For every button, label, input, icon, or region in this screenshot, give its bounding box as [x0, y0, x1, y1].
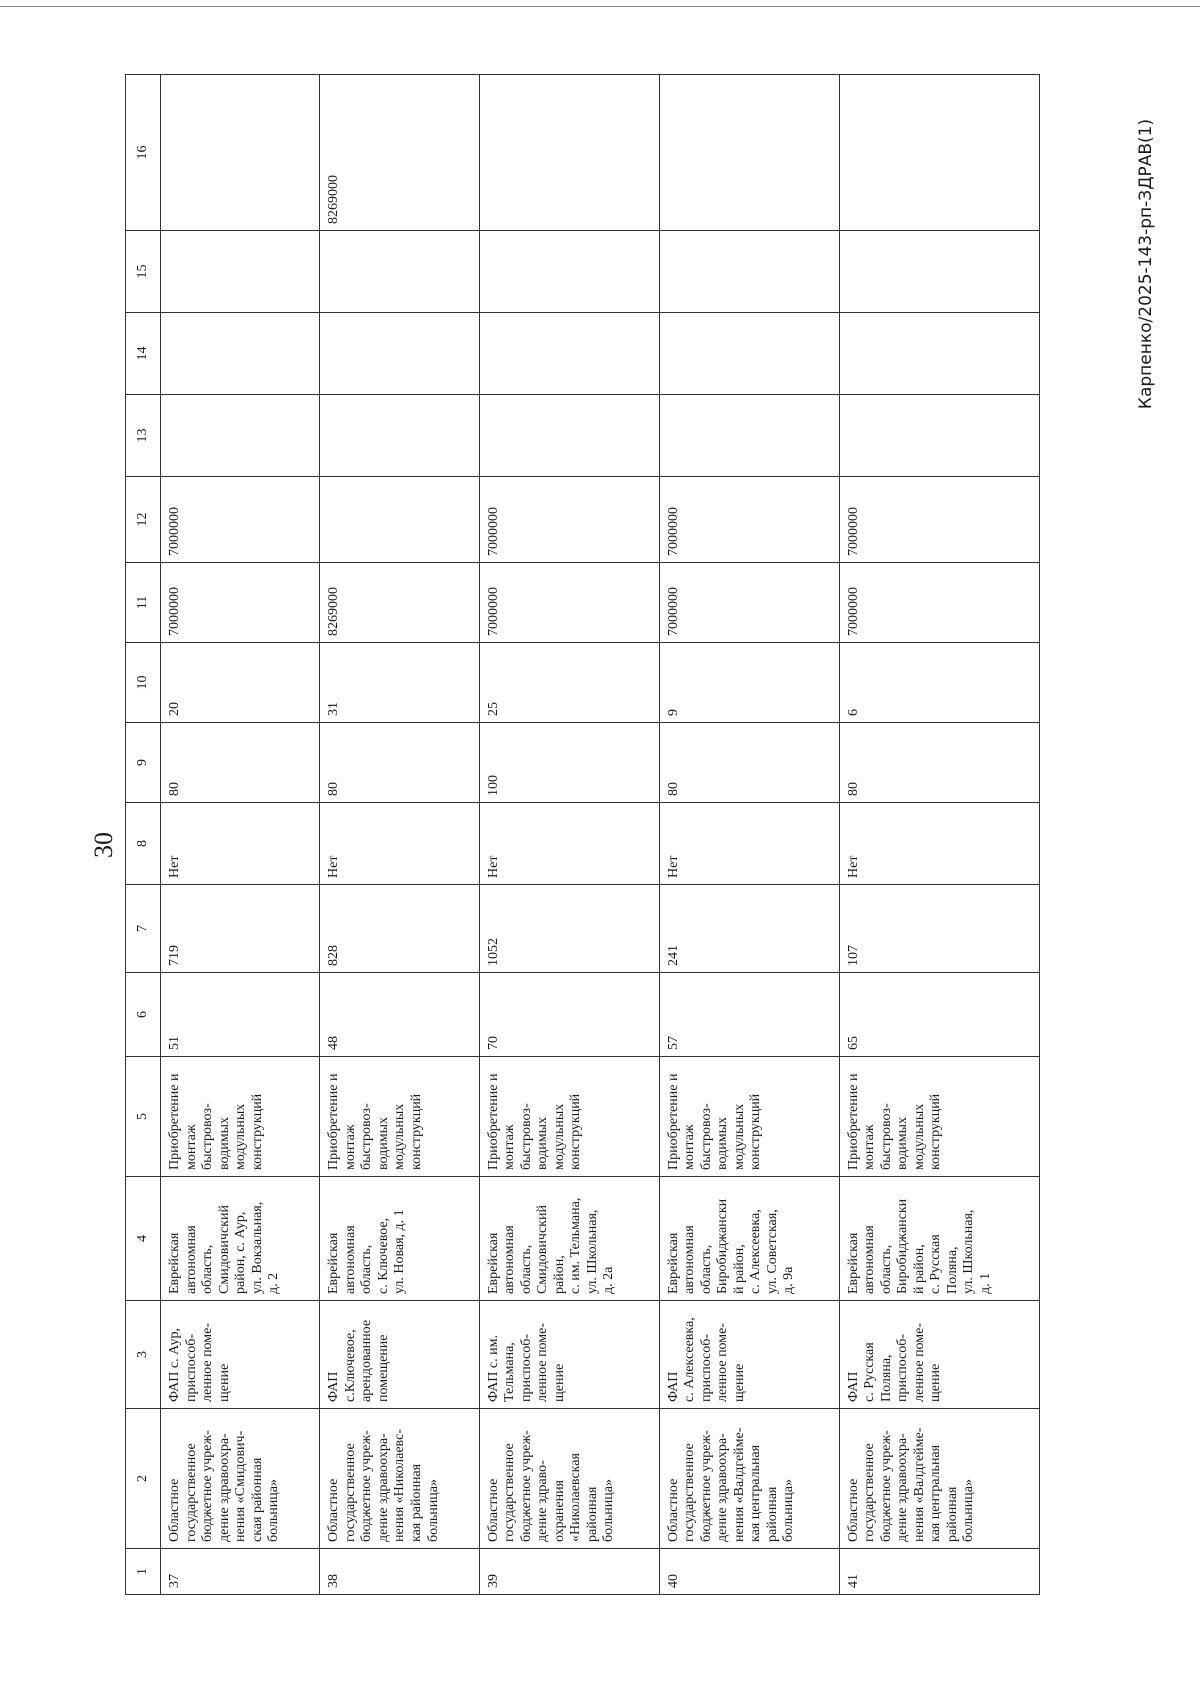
cell-text: 80 — [665, 782, 681, 796]
table-cell-col-10 — [161, 643, 320, 723]
cell-text: Нет — [665, 855, 681, 878]
table-cell-col-1 — [479, 1549, 659, 1595]
cell-text: 7000000 — [167, 507, 182, 556]
cell-text: 31 — [326, 702, 342, 716]
table-cell-col-11 — [839, 563, 1039, 643]
table-cell-col-4 — [659, 1177, 839, 1301]
table-cell-col-6 — [659, 973, 839, 1057]
cell-text: 80 — [845, 782, 861, 796]
table-cell-col-13 — [161, 395, 320, 477]
table-cell-col-4 — [320, 1177, 479, 1301]
table-cell-col-12 — [161, 477, 320, 563]
cell-text: 20 — [167, 702, 182, 716]
cell-text: Приобретение и монтаж быстровоз- водимых модульных конструкций — [665, 1073, 764, 1170]
cell-text: 7000000 — [167, 587, 182, 636]
column-header-9: 9 — [126, 723, 161, 803]
top-scan-border — [0, 6, 1200, 7]
table-cell-col-4 — [839, 1177, 1039, 1301]
cell-text: Приобретение и монтаж быстровоз- водимых модульных конструкций — [845, 1073, 944, 1170]
cell-text: Еврейская автономная область, Биробиджански й район, с. Русская Поляна, ул. Школьная, д. 1 — [845, 1198, 993, 1294]
column-header-10: 10 — [126, 643, 161, 723]
cell-text: 7000000 — [485, 587, 501, 636]
table-cell-col-13 — [320, 395, 479, 477]
table-cell-col-14 — [161, 313, 320, 395]
column-header-16: 16 — [126, 75, 161, 231]
table-cell-col-7 — [659, 885, 839, 973]
table-cell-col-16 — [320, 75, 479, 231]
column-header-11: 11 — [126, 563, 161, 643]
table-cell-col-11 — [659, 563, 839, 643]
cell-text: ФАП с. им. Тельмана, приспособ- ленное поме- щение — [485, 1322, 567, 1402]
cell-text: ФАП с. Русская Поляна, приспособ- ленное поме- щение — [845, 1322, 944, 1402]
column-header-1: 1 — [126, 1549, 161, 1595]
table-cell-col-3 — [659, 1301, 839, 1409]
table-cell-col-5 — [479, 1057, 659, 1177]
table-cell-col-14 — [839, 313, 1039, 395]
cell-text: 7000000 — [485, 507, 501, 556]
column-header-7: 7 — [126, 885, 161, 973]
table-cell-col-11 — [161, 563, 320, 643]
table-row — [839, 75, 1039, 1595]
table-cell-col-3 — [839, 1301, 1039, 1409]
cell-text: Нет — [845, 855, 861, 878]
cell-text: 57 — [665, 1036, 681, 1050]
table-cell-col-3 — [479, 1301, 659, 1409]
table-cell-col-13 — [479, 395, 659, 477]
cell-text: 40 — [665, 1574, 681, 1588]
cell-text: 1052 — [485, 938, 501, 966]
table-cell-col-7 — [161, 885, 320, 973]
table-cell-col-5 — [320, 1057, 479, 1177]
cell-text: 7000000 — [665, 507, 681, 556]
cell-text: 8269000 — [326, 175, 342, 224]
cell-text: 80 — [326, 782, 342, 796]
table-cell-col-7 — [839, 885, 1039, 973]
table-cell-col-3 — [161, 1301, 320, 1409]
table-cell-col-15 — [479, 231, 659, 313]
table-cell-col-3 — [320, 1301, 479, 1409]
table-cell-col-10 — [839, 643, 1039, 723]
table-row — [161, 75, 320, 1595]
cell-text: 8269000 — [326, 587, 342, 636]
cell-text: 48 — [326, 1036, 342, 1050]
table-cell-col-9 — [839, 723, 1039, 803]
table-cell-col-14 — [479, 313, 659, 395]
table-cell-col-4 — [161, 1177, 320, 1301]
column-header-8: 8 — [126, 803, 161, 885]
cell-text: Еврейская автономная область, Смидовичский район, с. им. Тельмана, ул. Школьная, д. 2а — [485, 1197, 617, 1294]
table-cell-col-6 — [839, 973, 1039, 1057]
cell-text: Нет — [485, 855, 501, 878]
column-header-5: 5 — [126, 1057, 161, 1177]
cell-text: 9 — [665, 709, 681, 716]
table-cell-col-5 — [839, 1057, 1039, 1177]
table-cell-col-9 — [161, 723, 320, 803]
table-cell-col-2 — [659, 1409, 839, 1549]
facilities-table — [125, 74, 1040, 1595]
cell-text: 39 — [485, 1574, 501, 1588]
table-cell-col-16 — [659, 75, 839, 231]
cell-text: Приобретение и монтаж быстровоз- водимых модульных конструкций — [167, 1073, 265, 1170]
table-cell-col-1 — [320, 1549, 479, 1595]
table-cell-col-12 — [659, 477, 839, 563]
table-row — [659, 75, 839, 1595]
cell-text: Областное государственное бюджетное учреж- дение здравоохра- нения «Валдгейме- кая центральная районная больница» — [845, 1427, 977, 1542]
cell-text: 100 — [485, 775, 501, 796]
table-cell-col-11 — [320, 563, 479, 643]
table-cell-col-2 — [161, 1409, 320, 1549]
table-cell-col-14 — [320, 313, 479, 395]
table-body — [161, 75, 1040, 1595]
table-cell-col-8 — [320, 803, 479, 885]
table-cell-col-14 — [659, 313, 839, 395]
rotated-table-container — [125, 75, 1040, 1595]
cell-text: Нет — [167, 855, 182, 878]
cell-text: 7000000 — [665, 587, 681, 636]
cell-text: Областное государственное бюджетное учреж- дение здравоохра- нения «Валдгейме- кая центральная районная больница» — [665, 1427, 797, 1542]
cell-text: 38 — [326, 1574, 342, 1588]
table-row — [479, 75, 659, 1595]
table-cell-col-10 — [659, 643, 839, 723]
table-cell-col-9 — [320, 723, 479, 803]
table-cell-col-8 — [839, 803, 1039, 885]
table-row — [320, 75, 479, 1595]
cell-text: 51 — [167, 1036, 182, 1050]
column-header-12: 12 — [126, 477, 161, 563]
cell-text: 6 — [845, 709, 861, 716]
cell-text: ФАП с. Алексеевка, приспособ- ленное поме- щение — [665, 1317, 747, 1402]
cell-text: 70 — [485, 1036, 501, 1050]
cell-text: Приобретение и монтаж быстровоз- водимых модульных конструкций — [326, 1073, 424, 1170]
table-cell-col-7 — [320, 885, 479, 973]
table-cell-col-15 — [659, 231, 839, 313]
table-cell-col-5 — [161, 1057, 320, 1177]
table-cell-col-12 — [479, 477, 659, 563]
table-cell-col-2 — [479, 1409, 659, 1549]
column-header-3: 3 — [126, 1301, 161, 1409]
table-cell-col-8 — [479, 803, 659, 885]
page-number: 30 — [89, 832, 118, 858]
cell-text: ФАП с. Аур, приспособ- ленное поме- щение — [167, 1322, 232, 1402]
cell-text: Еврейская автономная область, Биробиджански й район, с. Алексеевка, ул. Советская, д. 9а — [665, 1198, 797, 1294]
table-cell-col-16 — [479, 75, 659, 231]
table-cell-col-13 — [659, 395, 839, 477]
table-cell-col-15 — [161, 231, 320, 313]
cell-text: 41 — [845, 1574, 861, 1588]
column-header-6: 6 — [126, 973, 161, 1057]
table-cell-col-6 — [320, 973, 479, 1057]
cell-text: Областное государственное бюджетное учреж- дение здравоохра- нения «Смидович- ская районная больница» — [167, 1430, 282, 1542]
column-header-13: 13 — [126, 395, 161, 477]
table-cell-col-1 — [659, 1549, 839, 1595]
table-cell-col-8 — [659, 803, 839, 885]
table-cell-col-1 — [161, 1549, 320, 1595]
table-cell-col-8 — [161, 803, 320, 885]
cell-text: ФАП с.Ключевое, арендованное помещение — [326, 1319, 391, 1402]
table-cell-col-15 — [839, 231, 1039, 313]
table-cell-col-9 — [479, 723, 659, 803]
table-cell-col-16 — [161, 75, 320, 231]
table-cell-col-10 — [320, 643, 479, 723]
cell-text: 107 — [845, 945, 861, 966]
table-cell-col-2 — [839, 1409, 1039, 1549]
cell-text: 719 — [167, 945, 182, 966]
table-cell-col-15 — [320, 231, 479, 313]
table-cell-col-11 — [479, 563, 659, 643]
cell-text: 65 — [845, 1036, 861, 1050]
table-cell-col-6 — [161, 973, 320, 1057]
column-header-4: 4 — [126, 1177, 161, 1301]
cell-text: 80 — [167, 782, 182, 796]
table-cell-col-9 — [659, 723, 839, 803]
cell-text: 7000000 — [845, 507, 861, 556]
table-cell-col-12 — [839, 477, 1039, 563]
cell-text: 25 — [485, 702, 501, 716]
cell-text: Еврейская автономная область, Смидовичский район, с. Аур, ул. Вокзальная, д. 2 — [167, 1201, 282, 1294]
table-cell-col-13 — [839, 395, 1039, 477]
table-cell-col-1 — [839, 1549, 1039, 1595]
cell-text: Областное государственное бюджетное учреж- дение здравоохра- нения «Николаевс- кая районная больница» — [326, 1429, 441, 1542]
document-reference: Карпенко/2025-143-рп-ЗДРАВ(1) — [1136, 118, 1156, 410]
table-cell-col-4 — [479, 1177, 659, 1301]
column-header-2: 2 — [126, 1409, 161, 1549]
table-cell-col-2 — [320, 1409, 479, 1549]
cell-text: 241 — [665, 945, 681, 966]
table-cell-col-7 — [479, 885, 659, 973]
cell-text: Еврейская автономная область, с. Ключевое, ул. Новая, д. 1 — [326, 1209, 408, 1294]
table-cell-col-6 — [479, 973, 659, 1057]
cell-text: 828 — [326, 945, 342, 966]
column-header-14: 14 — [126, 313, 161, 395]
table-cell-col-12 — [320, 477, 479, 563]
table-cell-col-5 — [659, 1057, 839, 1177]
column-header-15: 15 — [126, 231, 161, 313]
cell-text: Нет — [326, 855, 342, 878]
cell-text: Областное государственное бюджетное учреж- дение здраво- охранения «Николаевская районная больница» — [485, 1430, 617, 1542]
table-cell-col-16 — [839, 75, 1039, 231]
table-header — [126, 75, 161, 1595]
cell-text: 37 — [167, 1574, 182, 1588]
cell-text: 7000000 — [845, 587, 861, 636]
cell-text: Приобретение и монтаж быстровоз- водимых модульных конструкций — [485, 1073, 584, 1170]
column-number-row — [126, 75, 161, 1595]
table-cell-col-10 — [479, 643, 659, 723]
